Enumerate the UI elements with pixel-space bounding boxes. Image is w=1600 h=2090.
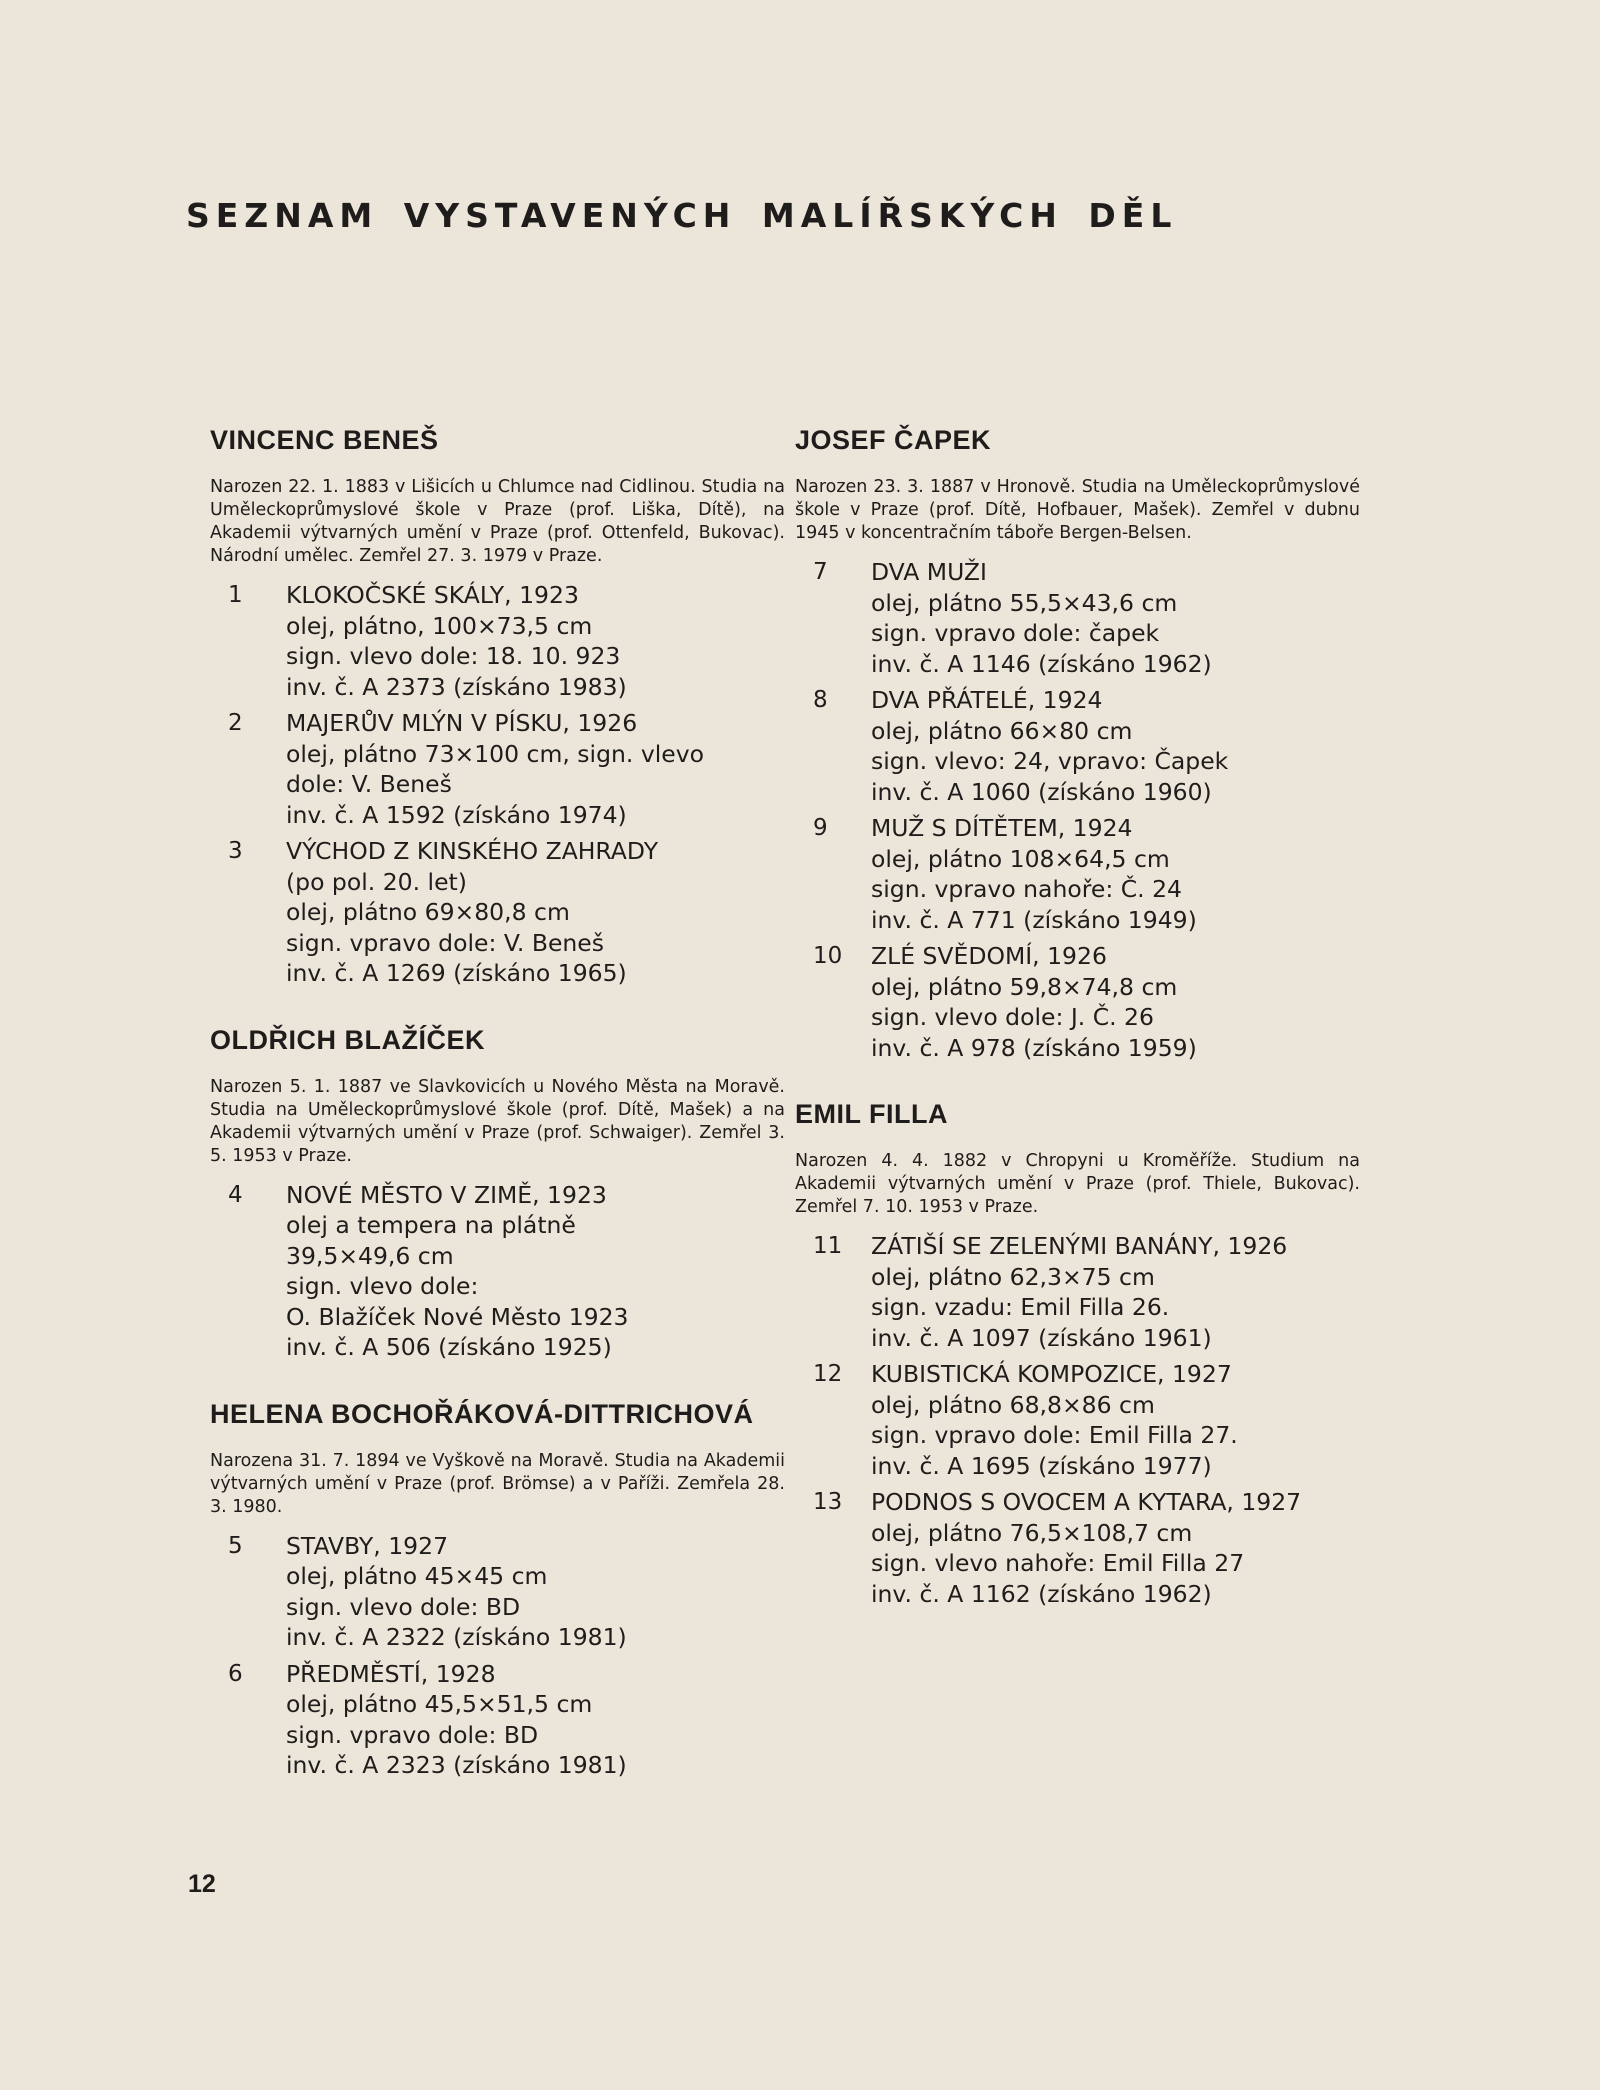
artwork-entry	[795, 813, 1360, 935]
artwork-number: 3	[228, 838, 243, 864]
artist-section	[210, 425, 785, 989]
artwork-entry	[210, 1659, 785, 1781]
right-column	[795, 425, 1360, 1645]
artwork-detail: inv. č. A 1162 (získáno 1962)	[871, 1579, 1212, 1608]
artist-bio: Narozen 23. 3. 1887 v Hronově. Studia na Uměleckoprůmyslové škole v Praze (prof. Dítě, Hofbauer, Mašek). Zemřel v dubnu 1945 v koncentračním táboře Bergen-Belsen.	[795, 477, 1360, 543]
left-column	[210, 425, 785, 1817]
artwork-detail: olej, plátno 73×100 cm, sign. vlevo	[286, 739, 705, 768]
artwork-number: 4	[228, 1181, 243, 1208]
artwork-number: 13	[813, 1489, 843, 1515]
artist-section	[795, 425, 1360, 1063]
artwork-detail: sign. vlevo dole: J. Č. 26	[871, 1003, 1154, 1031]
artwork-detail: olej, plátno 69×80,8 cm	[286, 898, 570, 926]
artwork-detail: sign. vlevo dole: BD	[286, 1592, 521, 1621]
artwork-title: KUBISTICKÁ KOMPOZICE, 1927	[871, 1360, 1232, 1388]
artwork-detail: inv. č. A 978 (získáno 1959)	[871, 1033, 1197, 1062]
artist-name: EMIL FILLA	[795, 1099, 948, 1129]
artwork-title: VÝCHOD Z KINSKÉHO ZAHRADY	[286, 837, 659, 865]
artwork-number: 6	[228, 1660, 243, 1687]
page-number: 12	[188, 1870, 216, 1898]
artwork-detail: olej, plátno, 100×73,5 cm	[286, 611, 593, 640]
artwork-detail: O. Blažíček Nové Město 1923	[286, 1302, 629, 1331]
artist-section	[795, 1099, 1360, 1609]
artist-name: HELENA BOCHOŘÁKOVÁ-DITTRICHOVÁ	[210, 1398, 754, 1429]
artwork-title: MUŽ S DÍTĚTEM, 1924	[871, 814, 1133, 842]
artwork-title: NOVÉ MĚSTO V ZIMĚ, 1923	[286, 1180, 607, 1209]
artwork-detail: sign. vzadu: Emil Filla 26.	[871, 1293, 1170, 1321]
artwork-number: 1	[228, 582, 243, 608]
artwork-title: STAVBY, 1927	[286, 1531, 449, 1560]
artwork-entry	[795, 1487, 1360, 1609]
artwork-entry	[795, 1231, 1360, 1353]
artwork-detail: olej, plátno 108×64,5 cm	[871, 844, 1170, 873]
artwork-title: ZLÉ SVĚDOMÍ, 1926	[871, 942, 1107, 970]
artist-name: JOSEF ČAPEK	[795, 425, 992, 455]
artwork-detail: inv. č. A 1097 (získáno 1961)	[871, 1323, 1212, 1352]
artwork-number: 8	[813, 687, 828, 713]
artwork-entry	[210, 1180, 785, 1363]
artwork-entry	[210, 836, 785, 989]
artwork-number: 5	[228, 1532, 243, 1559]
artist-name: OLDŘICH BLAŽÍČEK	[210, 1024, 485, 1055]
artwork-detail: inv. č. A 1060 (získáno 1960)	[871, 777, 1212, 806]
artwork-detail: sign. vpravo dole: Emil Filla 27.	[871, 1421, 1238, 1449]
artwork-title: ZÁTIŠÍ SE ZELENÝMI BANÁNY, 1926	[871, 1232, 1288, 1260]
artwork-entry	[795, 1359, 1360, 1481]
artwork-title: KLOKOČSKÉ SKÁLY, 1923	[286, 581, 579, 609]
artwork-entry	[210, 1531, 785, 1653]
artwork-number: 9	[813, 815, 828, 841]
artwork-detail: olej, plátno 66×80 cm	[871, 716, 1133, 745]
artwork-detail: inv. č. A 506 (získáno 1925)	[286, 1333, 612, 1361]
artwork-detail: olej, plátno 59,8×74,8 cm	[871, 972, 1178, 1001]
artwork-detail: inv. č. A 1592 (získáno 1974)	[286, 800, 627, 829]
artist-name: VINCENC BENEŠ	[210, 425, 439, 455]
artwork-entry	[795, 941, 1360, 1063]
artwork-detail: inv. č. A 1146 (získáno 1962)	[871, 649, 1212, 678]
artwork-number: 7	[813, 559, 828, 585]
artwork-number: 2	[228, 710, 243, 736]
artwork-number: 12	[813, 1361, 843, 1387]
artwork-detail: sign. vpravo nahoře: Č. 24	[871, 875, 1182, 903]
artwork-detail: inv. č. A 1269 (získáno 1965)	[286, 959, 627, 987]
artwork-detail: olej, plátno 62,3×75 cm	[871, 1262, 1155, 1291]
artwork-entry	[210, 580, 785, 702]
artwork-detail: olej, plátno 45,5×51,5 cm	[286, 1690, 593, 1718]
artist-bio: Narozena 31. 7. 1894 ve Vyškově na Moravě. Studia na Akademii výtvarných umění v Praze (prof. Brömse) a v Paříži. Zemřela 28. 3. 1980.	[210, 1450, 785, 1517]
artwork-number: 10	[813, 943, 843, 969]
artwork-detail: sign. vlevo dole: 18. 10. 923	[286, 642, 621, 670]
artist-section	[210, 1025, 785, 1363]
artwork-detail: inv. č. A 2373 (získáno 1983)	[286, 672, 627, 701]
artist-bio: Narozen 22. 1. 1883 v Lišicích u Chlumce nad Cidlinou. Studia na Uměleckoprůmyslové škole v Praze (prof. Liška, Dítě), na Akademii výtvarných umění v Praze (prof. Ottenfeld, Bukovac). Národní umělec. Zemřel 27. 3. 1979 v Praze.	[210, 477, 785, 566]
artwork-detail: inv. č. A 2322 (získáno 1981)	[286, 1623, 627, 1651]
artwork-detail: sign. vlevo dole:	[286, 1272, 479, 1300]
artist-bio: Narozen 4. 4. 1882 v Chropyni u Kroměříže. Studium na Akademii výtvarných umění v Praze (prof. Thiele, Bukovac). Zemřel 7. 10. 1953 v Praze.	[795, 1151, 1360, 1217]
artwork-detail: 39,5×49,6 cm	[286, 1241, 454, 1270]
artwork-title: DVA PŘÁTELÉ, 1924	[871, 686, 1103, 714]
artwork-detail: inv. č. A 1695 (získáno 1977)	[871, 1451, 1212, 1480]
artwork-title: MAJERŮV MLÝN V PÍSKU, 1926	[286, 709, 638, 737]
artist-section	[210, 1399, 785, 1781]
artwork-entry	[795, 557, 1360, 679]
artwork-detail: dole: V. Beneš	[286, 770, 452, 798]
artwork-entry	[795, 685, 1360, 807]
artwork-title: PŘEDMĚSTÍ, 1928	[286, 1659, 496, 1688]
artwork-detail: (po pol. 20. let)	[286, 867, 467, 896]
artwork-detail: olej, plátno 68,8×86 cm	[871, 1390, 1155, 1419]
artwork-detail: sign. vpravo dole: čapek	[871, 619, 1160, 647]
artist-bio: Narozen 5. 1. 1887 ve Slavkovicích u Nového Města na Moravě. Studia na Uměleckoprůmyslové škole (prof. Dítě, Mašek) a na Akademii výtvarných umění v Praze (prof. Schwaiger). Zemřel 3. 5. 1953 v Praze.	[210, 1076, 785, 1166]
artwork-detail: sign. vlevo nahoře: Emil Filla 27	[871, 1549, 1245, 1577]
artwork-title: PODNOS S OVOCEM A KYTARA, 1927	[871, 1488, 1302, 1516]
artwork-number: 11	[813, 1233, 843, 1259]
artwork-detail: inv. č. A 771 (získáno 1949)	[871, 905, 1197, 934]
page-title: SEZNAM VYSTAVENÝCH MALÍŘSKÝCH DĚL	[186, 196, 1178, 235]
artwork-detail: olej, plátno 45×45 cm	[286, 1562, 548, 1590]
artwork-detail: sign. vpravo dole: V. Beneš	[286, 928, 604, 957]
artwork-detail: sign. vlevo: 24, vpravo: Čapek	[871, 747, 1229, 775]
artwork-detail: olej, plátno 55,5×43,6 cm	[871, 588, 1178, 617]
artwork-detail: inv. č. A 2323 (získáno 1981)	[286, 1751, 627, 1779]
artwork-detail: olej, plátno 76,5×108,7 cm	[871, 1518, 1193, 1547]
artwork-title: DVA MUŽI	[871, 558, 987, 586]
artwork-entry	[210, 708, 785, 830]
artwork-detail: olej a tempera na plátně	[286, 1211, 576, 1239]
artwork-detail: sign. vpravo dole: BD	[286, 1720, 539, 1749]
